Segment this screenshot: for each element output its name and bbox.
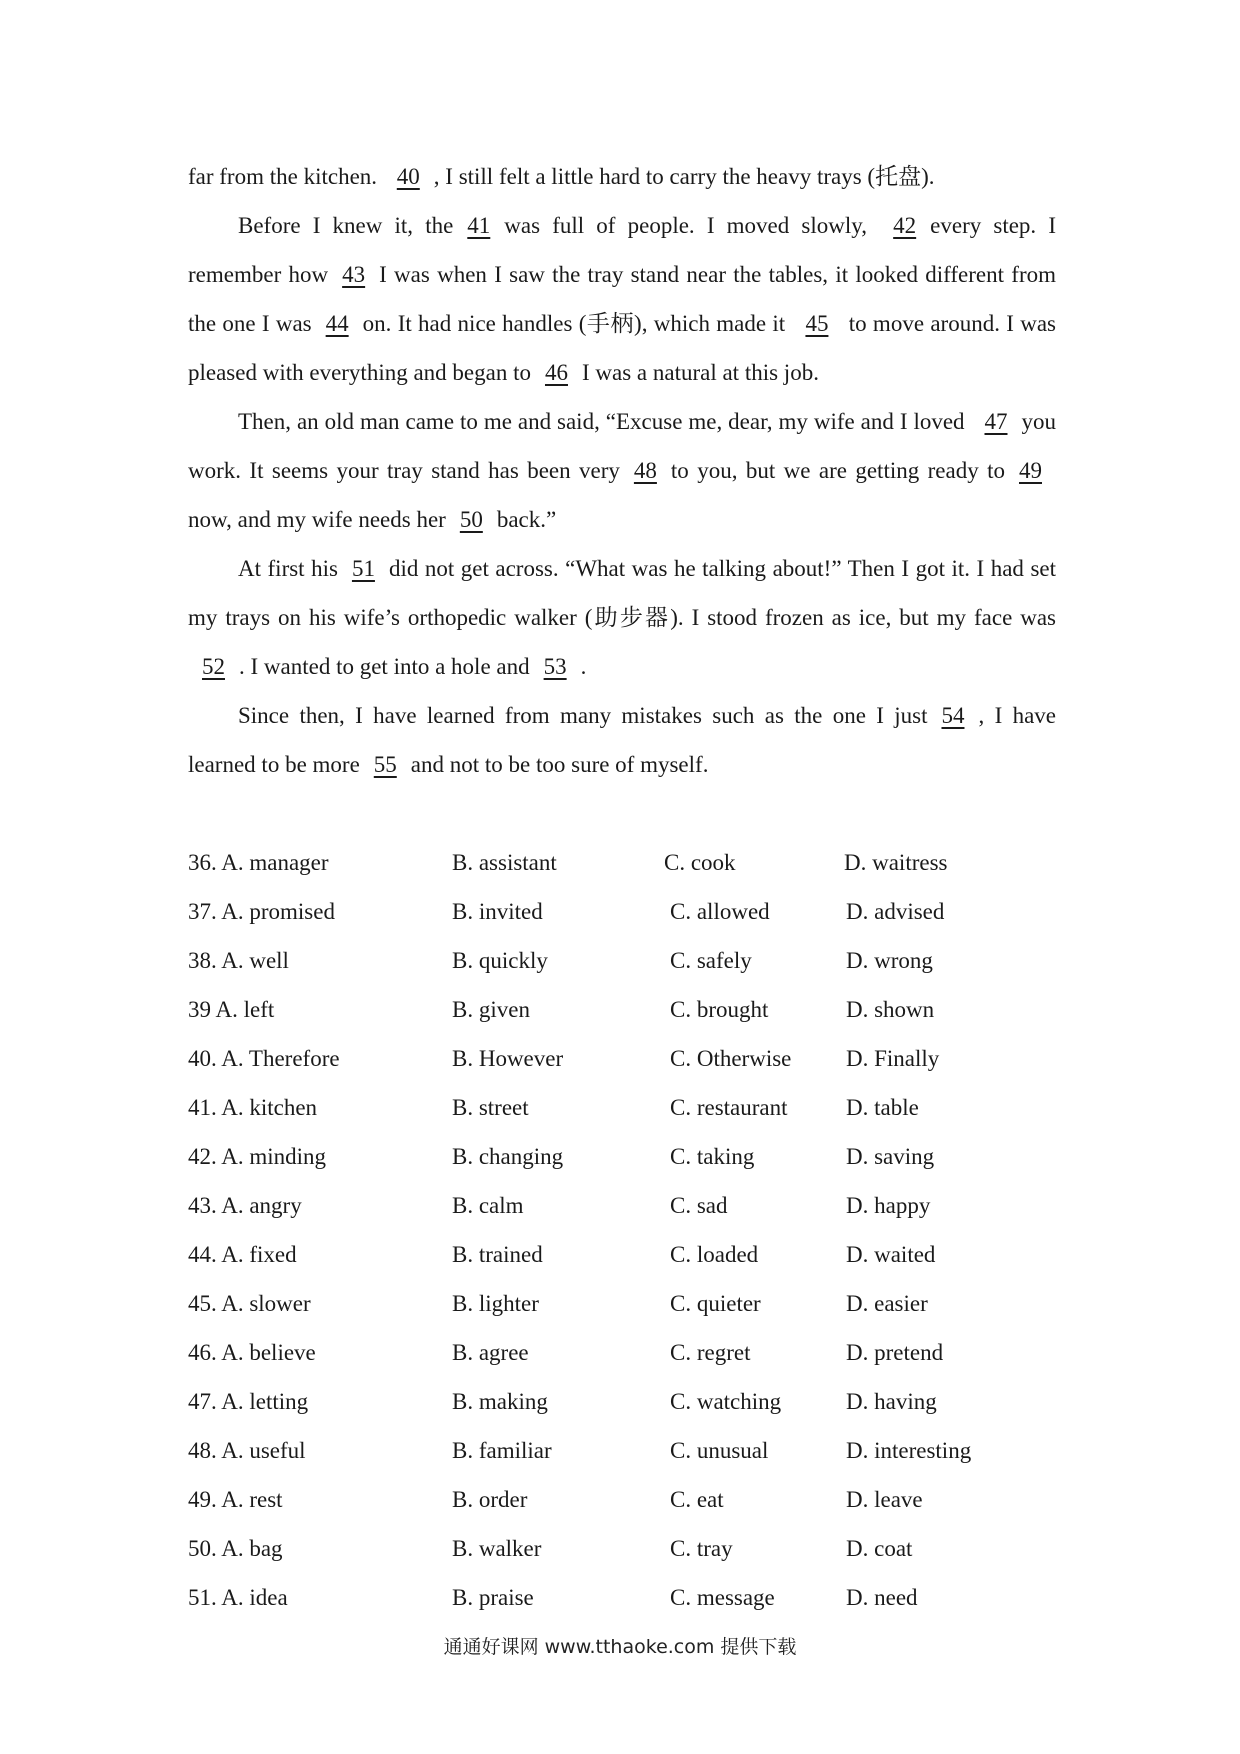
option-b: B. given xyxy=(452,997,530,1022)
option-d: D. advised xyxy=(846,899,945,924)
option-row-45 xyxy=(188,1279,1056,1328)
option-b: B. quickly xyxy=(452,948,548,973)
passage-text: , I have learned to be more xyxy=(188,703,1056,777)
option-b: B. making xyxy=(452,1389,548,1414)
option-c: C. Otherwise xyxy=(670,1046,792,1071)
passage-text: back.” xyxy=(496,507,557,532)
option-a: 37. A. promised xyxy=(188,899,335,924)
option-row-49 xyxy=(188,1475,1056,1524)
option-b: B. familiar xyxy=(452,1438,552,1463)
passage-text: . xyxy=(580,654,587,679)
option-b: B. agree xyxy=(452,1340,529,1365)
blank-53: 53 xyxy=(543,654,567,679)
option-c: C. brought xyxy=(670,997,769,1022)
option-d: D. waited xyxy=(846,1242,936,1267)
option-a: 50. A. bag xyxy=(188,1536,283,1561)
option-row-44 xyxy=(188,1230,1056,1279)
option-d: D. happy xyxy=(846,1193,931,1218)
option-a: 38. A. well xyxy=(188,948,289,973)
option-a: 40. A. Therefore xyxy=(188,1046,340,1071)
option-a: 36. A. manager xyxy=(188,850,329,875)
option-d: D. leave xyxy=(846,1487,923,1512)
passage-text: and not to be too sure of myself. xyxy=(410,752,709,777)
blank-55: 55 xyxy=(373,752,397,777)
answer-options xyxy=(188,838,1056,1622)
option-b: B. trained xyxy=(452,1242,543,1267)
option-d: D. coat xyxy=(846,1536,913,1561)
option-row-40 xyxy=(188,1034,1056,1083)
option-c: C. regret xyxy=(670,1340,751,1365)
blank-44: 44 xyxy=(325,311,349,336)
option-row-42 xyxy=(188,1132,1056,1181)
option-c: C. sad xyxy=(670,1193,728,1218)
passage-text: to you, but we are getting ready to xyxy=(670,458,1005,483)
option-b: B. lighter xyxy=(452,1291,539,1316)
blank-52: 52 xyxy=(202,654,225,679)
option-c: C. safely xyxy=(670,948,752,973)
blank-48: 48 xyxy=(633,458,657,483)
option-row-46 xyxy=(188,1328,1056,1377)
passage-text: far from the kitchen. xyxy=(188,164,383,189)
option-a: 48. A. useful xyxy=(188,1438,306,1463)
option-a: 47. A. letting xyxy=(188,1389,309,1414)
option-a: 45. A. slower xyxy=(188,1291,311,1316)
option-d: D. wrong xyxy=(846,948,933,973)
passage-text: I was a natural at this job. xyxy=(581,360,819,385)
option-b: B. However xyxy=(452,1046,564,1071)
passage-text: every step. I remember how xyxy=(188,213,1056,287)
blank-50: 50 xyxy=(459,507,483,532)
option-b: B. changing xyxy=(452,1144,564,1169)
passage-text: Before I knew it, the xyxy=(238,213,454,238)
passage-paragraph-2 xyxy=(188,201,1056,397)
option-row-38 xyxy=(188,936,1056,985)
option-b: B. street xyxy=(452,1095,529,1120)
option-c: C. message xyxy=(670,1585,775,1610)
option-c: C. unusual xyxy=(670,1438,769,1463)
passage-text: now, and my wife needs her xyxy=(188,507,446,532)
passage-text: you work. It seems your tray stand has been very xyxy=(188,409,1056,483)
page-footer: 通通好课网 www.tthaoke.com 提供下载 xyxy=(443,1636,797,1658)
passage-paragraph-5 xyxy=(188,691,1056,789)
option-c: C. allowed xyxy=(670,899,770,924)
option-row-50 xyxy=(188,1524,1056,1573)
option-a: 46. A. believe xyxy=(188,1340,316,1365)
option-a: 44. A. fixed xyxy=(188,1242,297,1267)
option-row-47 xyxy=(188,1377,1056,1426)
option-row-48 xyxy=(188,1426,1056,1475)
option-row-51 xyxy=(188,1573,1056,1622)
option-row-41 xyxy=(188,1083,1056,1132)
passage-text: did not get across. “What was he talking about!” Then I got it. I had set my trays on his wife’s orthopedic walker (助步器). I stood frozen as ice, but my face was xyxy=(188,556,1056,630)
option-b: B. praise xyxy=(452,1585,534,1610)
blank-40: 40 xyxy=(396,164,420,189)
passage-text: to move around. I was pleased with everything and began to xyxy=(188,311,1056,385)
option-c: C. watching xyxy=(670,1389,782,1414)
option-d: D. waitress xyxy=(844,850,948,875)
passage-paragraph-3 xyxy=(188,397,1056,544)
passage-text: At first his xyxy=(238,556,338,581)
option-a: 43. A. angry xyxy=(188,1193,302,1218)
blank-42: 42 xyxy=(893,213,917,238)
option-b: B. calm xyxy=(452,1193,524,1218)
blank-45: 45 xyxy=(805,311,829,336)
blank-54: 54 xyxy=(941,703,965,728)
passage-text: , I still felt a little hard to carry the heavy trays (托盘). xyxy=(433,164,935,189)
option-a: 39 A. left xyxy=(188,997,275,1022)
option-a: 51. A. idea xyxy=(188,1585,288,1610)
option-c: C. eat xyxy=(670,1487,724,1512)
option-b: B. invited xyxy=(452,899,543,924)
option-row-37 xyxy=(188,887,1056,936)
option-c: C. quieter xyxy=(670,1291,761,1316)
option-row-36 xyxy=(188,838,1056,887)
option-c: C. tray xyxy=(670,1536,733,1561)
option-b: B. assistant xyxy=(452,850,557,875)
option-d: D. Finally xyxy=(846,1046,940,1071)
option-d: D. pretend xyxy=(846,1340,944,1365)
passage-text: . I wanted to get into a hole and xyxy=(239,654,530,679)
blank-43: 43 xyxy=(342,262,366,287)
option-d: D. interesting xyxy=(846,1438,972,1463)
passage-text: I was when I saw the tray stand near the tables, it looked different from the one I was xyxy=(188,262,1057,336)
passage-text: Then, an old man came to me and said, “Excuse me, dear, my wife and I loved xyxy=(238,409,971,434)
option-a: 41. A. kitchen xyxy=(188,1095,318,1120)
passage-text: Since then, I have learned from many mistakes such as the one I just xyxy=(238,703,928,728)
option-d: D. need xyxy=(846,1585,918,1610)
option-c: C. restaurant xyxy=(670,1095,788,1120)
blank-51: 51 xyxy=(351,556,375,581)
option-d: D. easier xyxy=(846,1291,928,1316)
passage-text: on. It had nice handles (手柄), which made it xyxy=(362,311,792,336)
blank-49: 49 xyxy=(1019,458,1042,483)
blank-47: 47 xyxy=(984,409,1008,434)
option-a: 49. A. rest xyxy=(188,1487,283,1512)
cloze-passage xyxy=(188,152,1056,789)
option-d: D. table xyxy=(846,1095,919,1120)
option-row-43 xyxy=(188,1181,1056,1230)
passage-text: was full of people. I moved slowly, xyxy=(504,213,880,238)
blank-41: 41 xyxy=(467,213,491,238)
option-c: C. taking xyxy=(670,1144,755,1169)
passage-paragraph-1 xyxy=(188,152,1056,201)
option-c: C. loaded xyxy=(670,1242,759,1267)
option-d: D. shown xyxy=(846,997,935,1022)
option-d: D. having xyxy=(846,1389,937,1414)
passage-paragraph-4 xyxy=(188,544,1056,691)
option-row-39 xyxy=(188,985,1056,1034)
blank-46: 46 xyxy=(544,360,568,385)
option-a: 42. A. minding xyxy=(188,1144,327,1169)
option-b: B. walker xyxy=(452,1536,542,1561)
option-c: C. cook xyxy=(664,850,736,875)
option-d: D. saving xyxy=(846,1144,935,1169)
option-b: B. order xyxy=(452,1487,528,1512)
